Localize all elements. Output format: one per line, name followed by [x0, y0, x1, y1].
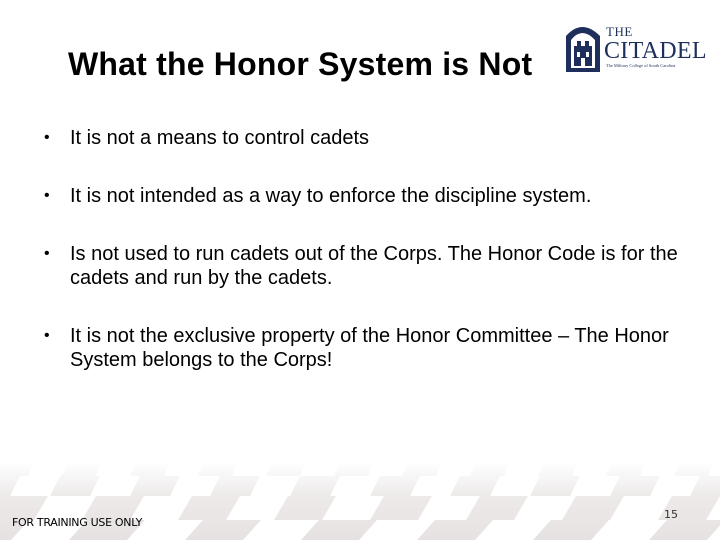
bullet-list: [44, 126, 684, 406]
bullet-dot-icon: •: [44, 187, 50, 204]
bullet-item: [44, 184, 684, 208]
logo-citadel-text: CITADEL: [604, 38, 707, 64]
logo-tagline-text: The Military College of South Carolina: [606, 63, 676, 68]
bullet-text: Is not used to run cadets out of the Corps. The Honor Code is for the cadets and run by the cadets.: [70, 243, 678, 289]
citadel-seal-icon: [566, 27, 600, 72]
bullet-dot-icon: •: [44, 245, 50, 262]
bullet-text: It is not a means to control cadets: [70, 127, 370, 149]
page-number: 15: [664, 508, 678, 521]
logo-the-text: THE: [606, 24, 633, 39]
bullet-text: It is not the exclusive property of the Honor Committee – The Honor System belongs to the Corps!: [70, 325, 669, 371]
bullet-item: [44, 324, 684, 372]
bullet-item: [44, 126, 684, 150]
citadel-logo: [562, 16, 718, 78]
bullet-text: It is not intended as a way to enforce the discipline system.: [70, 185, 592, 207]
bullet-dot-icon: •: [44, 129, 50, 146]
bullet-dot-icon: •: [44, 327, 50, 344]
footer-note: FOR TRAINING USE ONLY: [12, 516, 142, 529]
slide-title: What the Honor System is Not: [68, 46, 533, 82]
bullet-item: [44, 242, 684, 290]
